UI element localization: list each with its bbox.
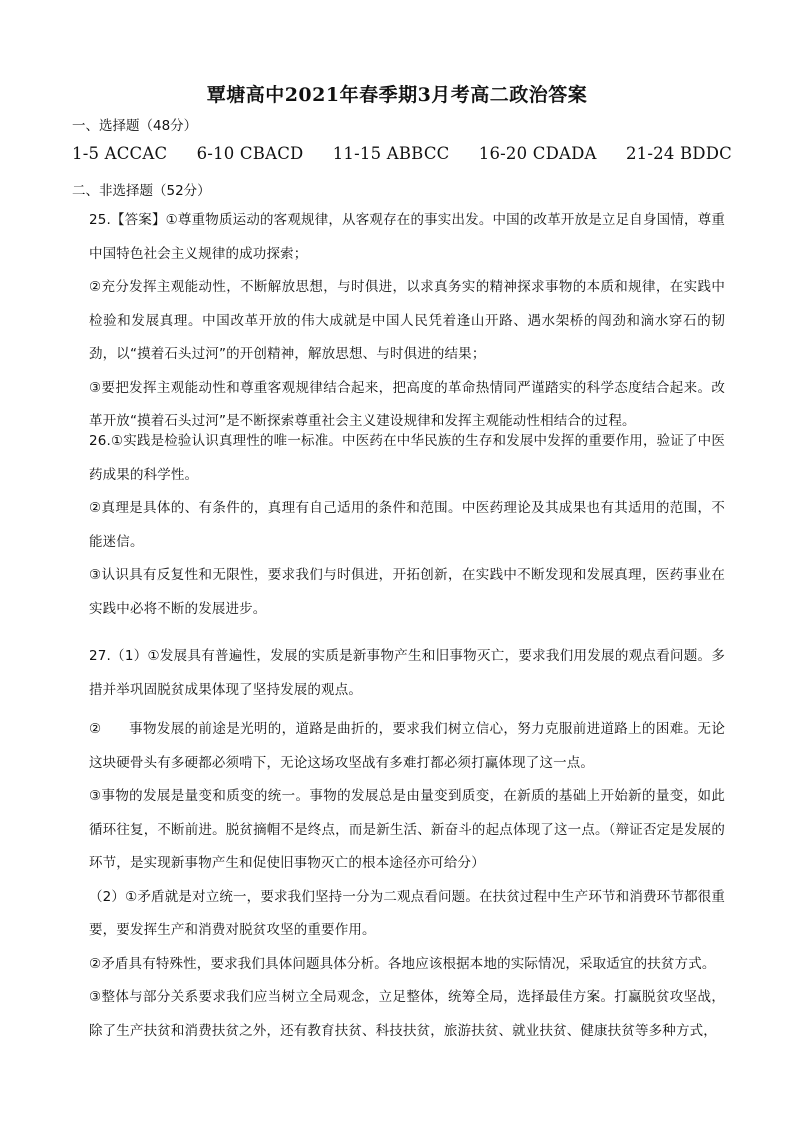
answer-group-11-15: 11-15 ABBCC xyxy=(332,144,450,163)
question-27-answer xyxy=(89,640,725,1048)
answer-group-6-10: 6-10 CBACD xyxy=(196,144,304,163)
section-nonchoice-heading: 二、非选择题（52分） xyxy=(72,183,211,199)
q26-paragraph-3: ③认识具有反复性和无限性，要求我们与时俱进，开拓创新，在实践中不断发现和发展真理，医药事业在实践中必将不断的发展进步。 xyxy=(89,567,725,617)
q25-paragraph-2: ②充分发挥主观能动性，不断解放思想，与时俱进，以求真务实的精神探求事物的本质和规律，在实践中检验和发展真理。中国改革开放的伟大成就是中国人民凭着逢山开路、遇水架桥的闯劲和滴水穿石的韧劲，以“摸着石头过河”的开创精神，解放思想、与时俱进的结果； xyxy=(89,279,725,362)
q27-paragraph-4: （2）①矛盾就是对立统一，要求我们坚持一分为二观点看问题。在扶贫过程中生产环节和消费环节都很重要，要发挥生产和消费对脱贫攻坚的重要作用。 xyxy=(89,888,725,938)
page-title: 覃塘高中2021年春季期3月考高二政治答案 xyxy=(206,84,588,106)
q25-paragraph-1: 25.【答案】①尊重物质运动的客观规律，从客观存在的事实出发。中国的改革开放是立足自身国情，尊重中国特色社会主义规律的成功探索； xyxy=(89,212,725,262)
q26-paragraph-1: 26.①实践是检验认识真理性的唯一标准。中医药在中华民族的生存和发展中发挥的重要作用，验证了中医药成果的科学性。 xyxy=(89,433,725,483)
question-25-answer xyxy=(89,204,725,439)
q27-paragraph-3: ③事物的发展是量变和质变的统一。事物的发展总是由量变到质变，在新质的基础上开始新的量变，如此循环往复，不断前进。脱贫摘帽不是终点，而是新生活、新奋斗的起点体现了这一点。（辩证否定是发展的环节，是实现新事物产生和促使旧事物灭亡的根本途径亦可给分） xyxy=(89,788,725,871)
q27-paragraph-2: ② 事物发展的前途是光明的，道路是曲折的，要求我们树立信心，努力克服前进道路上的困难。无论这块硬骨头有多硬都必须啃下，无论这场攻坚战有多难打都必须打赢体现了这一点。 xyxy=(89,721,725,771)
q26-paragraph-2: ②真理是具体的、有条件的，真理有自己适用的条件和范围。中医药理论及其成果也有其适用的范围，不能迷信。 xyxy=(89,500,725,550)
section-choice-heading: 一、选择题（48分） xyxy=(72,118,198,134)
answer-group-21-24: 21-24 BDDC xyxy=(625,144,732,163)
answer-group-1-5: 1-5 ACCAC xyxy=(72,144,168,163)
question-26-answer xyxy=(89,425,725,626)
q27-paragraph-5: ②矛盾具有特殊性，要求我们具体问题具体分析。各地应该根据本地的实际情况，采取适宜的扶贫方式。 xyxy=(89,955,716,972)
choice-answers-row xyxy=(72,144,732,163)
answer-group-16-20: 16-20 CDADA xyxy=(478,144,597,163)
q25-paragraph-3: ③要把发挥主观能动性和尊重客观规律结合起来，把高度的革命热情同严谨踏实的科学态度结合起来。改革开放“摸着石头过河”是不断探索尊重社会主义建设规律和发挥主观能动性相结合的过程。 xyxy=(89,379,725,429)
q27-paragraph-1: 27.（1）①发展具有普遍性，发展的实质是新事物产生和旧事物灭亡，要求我们用发展的观点看问题。多措并举巩固脱贫成果体现了坚持发展的观点。 xyxy=(89,648,725,698)
q27-paragraph-6: ③整体与部分关系要求我们应当树立全局观念，立足整体，统筹全局，选择最佳方案。打赢脱贫攻坚战，除了生产扶贫和消费扶贫之外，还有教育扶贫、科技扶贫，旅游扶贫、就业扶贫、健康扶贫等多种方式， xyxy=(89,989,725,1039)
